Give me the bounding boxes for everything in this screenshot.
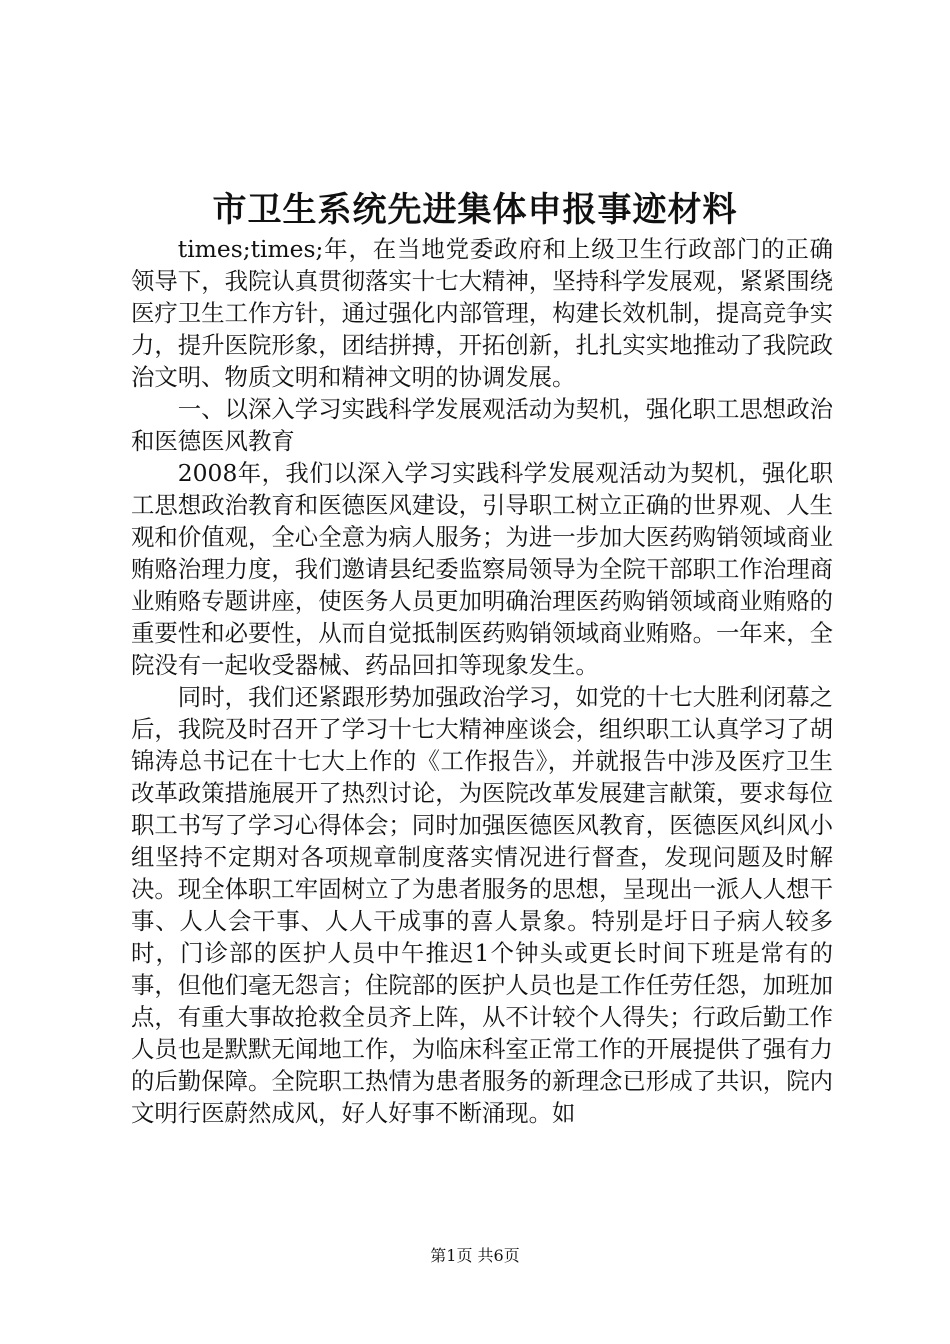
- paragraph-intro: times;times;年，在当地党委政府和上级卫生行政部门的正确领导下，我院认真贯彻落实十七大精神，坚持科学发展观，紧紧围绕医疗卫生工作方针，通过强化内部管理，构建长效机制，提高竞争实力，提升医院形象，团结拼搏，开拓创新，扎扎实实地推动了我院政治文明、物质文明和精神文明的协调发展。: [131, 235, 833, 391]
- paragraph-political-study: 同时，我们还紧跟形势加强政治学习，如党的十七大胜利闭幕之后，我院及时召开了学习十七大精神座谈会，组织职工认真学习了胡锦涛总书记在十七大上作的《工作报告》，并就报告中涉及医疗卫生改革政策措施展开了热烈讨论，为医院改革发展建言献策，要求每位职工书写了学习心得体会；同时加强医德医风教育，医德医风纠风小组坚持不定期对各项规章制度落实情况进行督查，发现问题及时解决。现全体职工牢固树立了为患者服务的思想，呈现出一派人人想干事、人人会干事、人人干成事的喜人景象。特别是圩日子病人较多时，门诊部的医护人员中午推迟1个钟头或更长时间下班是常有的事，但他们毫无怨言；住院部的医护人员也是工作任劳任怨，加班加点，有重大事故抢救全员齐上阵，从不计较个人得失；行政后勤工作人员也是默默无闻地工作，为临床科室正常工作的开展提供了强有力的后勤保障。全院职工热情为患者服务的新理念已形成了共识，院内文明行医蔚然成风，好人好事不断涌现。如: [131, 683, 833, 1127]
- page-footer: 第1页 共6页: [430, 1246, 520, 1265]
- section-heading-1: 一、以深入学习实践科学发展观活动为契机，强化职工思想政治和医德医风教育: [131, 395, 833, 455]
- document-body: [131, 233, 833, 1129]
- document-title: 市卫生系统先进集体申报事迹材料: [212, 190, 738, 230]
- paragraph-2008: 2008年，我们以深入学习实践科学发展观活动为契机，强化职工思想政治教育和医德医风建设，引导职工树立正确的世界观、人生观和价值观，全心全意为病人服务；为进一步加大医药购销领域商业贿赂治理力度，我们邀请县纪委监察局领导为全院干部职工作治理商业贿赂专题讲座，使医务人员更加明确治理医药购销领域商业贿赂的重要性和必要性，从而自觉抵制医药购销领域商业贿赂。一年来，全院没有一起收受器械、药品回扣等现象发生。: [131, 459, 833, 679]
